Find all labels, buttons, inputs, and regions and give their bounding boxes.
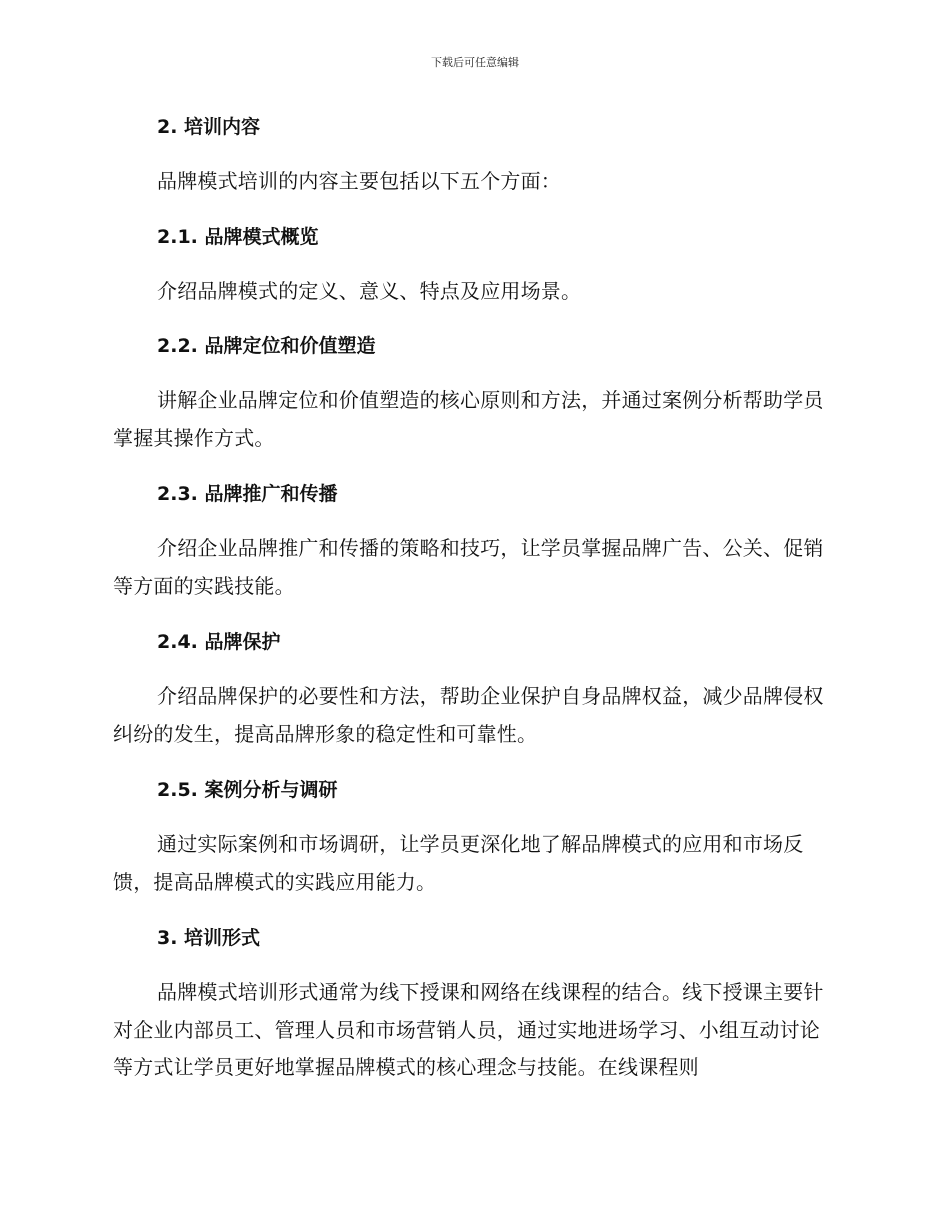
section-heading-2-5: 2.5. 案例分析与调研: [157, 779, 338, 801]
page-header: 下载后可任意编辑: [431, 56, 519, 69]
paragraph-2-2: 讲解企业品牌定位和价值塑造的核心原则和方法，并通过案例分析帮助学员掌握其操作方式。: [113, 388, 824, 450]
section-heading-2-3: 2.3. 品牌推广和传播: [157, 483, 338, 505]
section-heading-2-4: 2.4. 品牌保护: [157, 631, 281, 653]
paragraph-intro: 品牌模式培训的内容主要包括以下五个方面：: [157, 169, 561, 193]
paragraph-2-3: 介绍企业品牌推广和传播的策略和技巧，让学员掌握品牌广告、公关、促销等方面的实践技能。: [113, 536, 824, 598]
paragraph-2-4: 介绍品牌保护的必要性和方法，帮助企业保护自身品牌权益，减少品牌侵权纠纷的发生，提高品牌形象的稳定性和可靠性。: [113, 684, 824, 746]
paragraph-3: 品牌模式培训形式通常为线下授课和网络在线课程的结合。线下授课主要针对企业内部员工、管理人员和市场营销人员，通过实地进场学习、小组互动讨论等方式让学员更好地掌握品牌模式的核心理念与技能。在线课程则: [113, 980, 824, 1079]
paragraph-2-1: 介绍品牌模式的定义、意义、特点及应用场景。: [157, 278, 582, 303]
paragraph-2-5: 通过实际案例和市场调研，让学员更深化地了解品牌模式的应用和市场反馈，提高品牌模式的实践应用能力。: [113, 832, 804, 894]
document-body: [113, 108, 833, 1087]
section-heading-3: 3. 培训形式: [157, 927, 261, 949]
section-heading-2-2: 2.2. 品牌定位和价值塑造: [157, 335, 376, 357]
section-heading-2-1: 2.1. 品牌模式概览: [157, 225, 319, 248]
section-heading-2: 2. 培训内容: [157, 116, 261, 138]
